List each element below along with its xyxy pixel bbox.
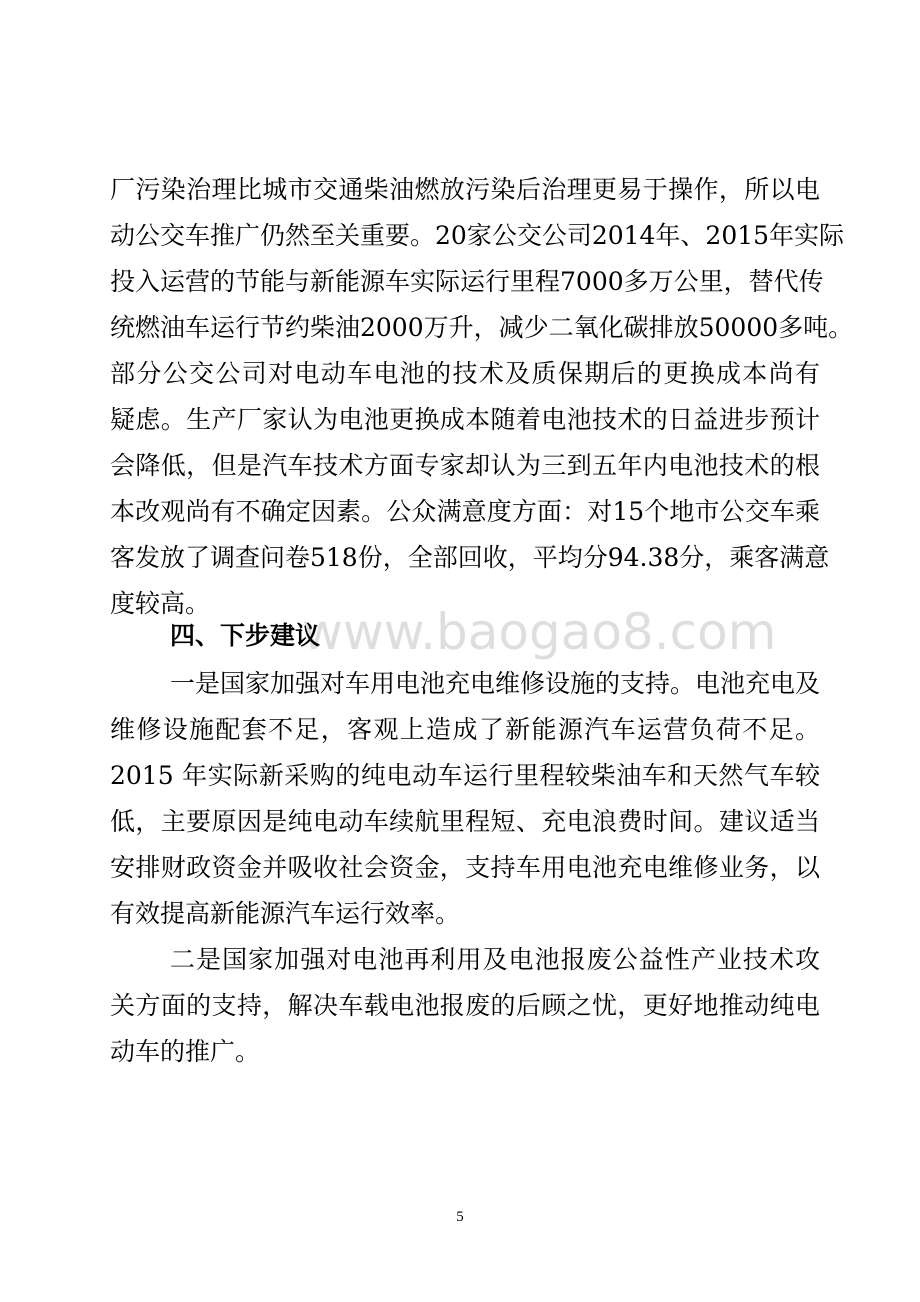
paragraph-line: 二是国家加强对电池再利用及电池报废公益性产业技术攻 bbox=[170, 945, 820, 974]
paragraph-line: 厂污染治理比城市交通柴油燃放污染后治理更易于操作，所以电 bbox=[110, 175, 820, 204]
paragraph-line: 动公交车推广仍然至关重要。20家公交公司2014年、2015年实际 bbox=[110, 221, 845, 250]
watermark: www.baogao8.com bbox=[302, 603, 777, 661]
paragraph-line: 2015 年实际新采购的纯电动车运行里程较柴油车和天然气车较 bbox=[110, 761, 820, 790]
paragraph-line: 动车的推广。 bbox=[110, 1037, 261, 1066]
paragraph-line: 关方面的支持，解决车载电池报废的后顾之忧，更好地推动纯电 bbox=[110, 991, 820, 1020]
section-heading: 四、下步建议 bbox=[170, 621, 321, 650]
paragraph-line: 投入运营的节能与新能源车实际运行里程7000多万公里，替代传 bbox=[110, 267, 824, 296]
paragraph-line: 有效提高新能源汽车运行效率。 bbox=[110, 899, 461, 928]
paragraph-line: 维修设施配套不足，客观上造成了新能源汽车运营负荷不足。 bbox=[110, 715, 820, 744]
paragraph-line: 部分公交公司对电动车电池的技术及质保期后的更换成本尚有 bbox=[110, 359, 820, 388]
paragraph-line: 一是国家加强对车用电池充电维修设施的支持。电池充电及 bbox=[170, 669, 821, 698]
paragraph-line: 度较高。 bbox=[110, 589, 211, 618]
paragraph-line: 客发放了调查问卷518份，全部回收，平均分94.38分，乘客满意 bbox=[110, 543, 830, 572]
paragraph-line: 统燃油车运行节约柴油2000万升，减少二氧化碳排放50000多吨。 bbox=[110, 313, 854, 342]
paragraph-line: 低，主要原因是纯电动车续航里程短、充电浪费时间。建议适当 bbox=[110, 807, 820, 836]
paragraph-line: 疑虑。生产厂家认为电池更换成本随着电池技术的日益进步预计 bbox=[110, 405, 820, 434]
paragraph-line: 本改观尚有不确定因素。公众满意度方面：对15个地市公交车乘 bbox=[110, 497, 820, 526]
page-number: 5 bbox=[456, 1209, 464, 1225]
paragraph-line: 会降低，但是汽车技术方面专家却认为三到五年内电池技术的根 bbox=[110, 451, 820, 480]
paragraph-line: 安排财政资金并吸收社会资金，支持车用电池充电维修业务，以 bbox=[110, 853, 820, 882]
